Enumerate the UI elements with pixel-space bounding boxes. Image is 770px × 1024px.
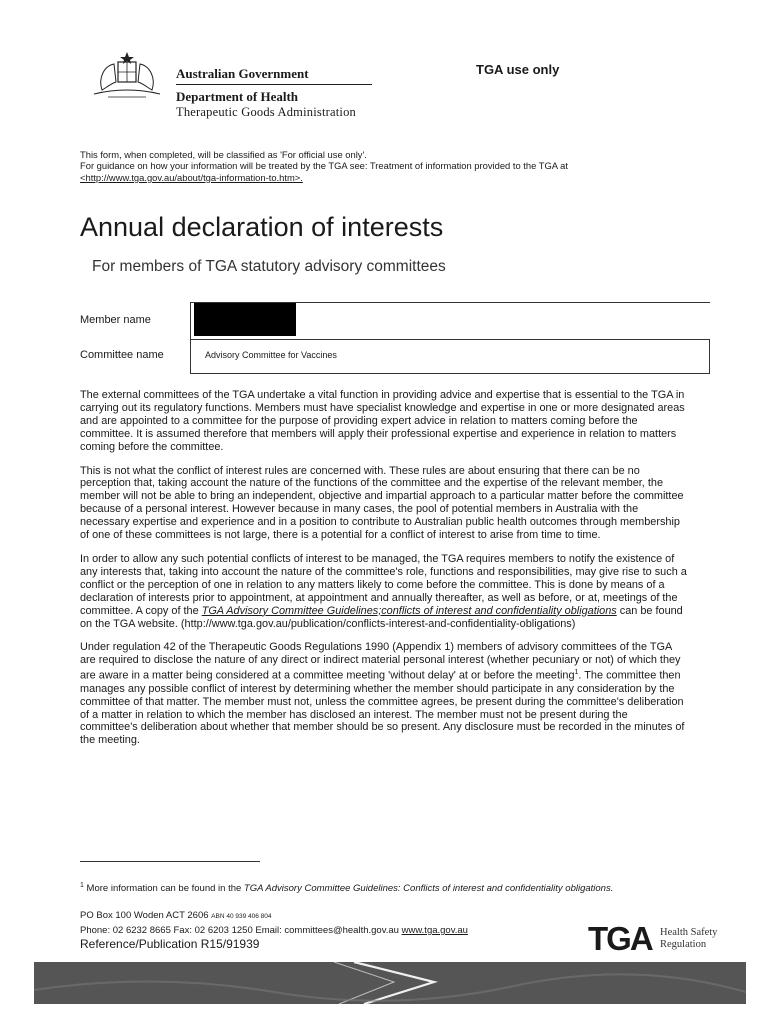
body-paragraph-2: This is not what the conflict of interest rules are concerned with. These rules are about ensuring that there can be no perception that, taking account the nature of the functions of the committee and the expertise of the relevant member, the member will not be able to bring an independent, objective and impartial approach to a particular matter before the committee because of a personal interest. However because in many cases, the pool of potential members in Australia with the necessary expertise and experience and in a position to contribute to Australian public health outcomes through membership of one of these committees is not large, there is a potential for a conflict of interest to arise from time to time. xyxy=(80,464,684,542)
classification-notice xyxy=(80,149,690,183)
notice-line-1: This form, when completed, will be classified as 'For official use only'. xyxy=(80,149,367,160)
abn-number: ABN 40 939 406 804 xyxy=(211,913,272,920)
table-border-left xyxy=(190,302,191,373)
notice-url-link[interactable]: <http://www.tga.gov.au/about/tga-information-to.htm>. xyxy=(80,171,303,183)
footnote xyxy=(80,880,680,895)
contact-details: Phone: 02 6232 8665 Fax: 02 6203 1250 Email: committees@health.gov.au xyxy=(80,925,399,936)
guidelines-link[interactable]: TGA Advisory Committee Guidelines;conflicts of interest and confidentiality obligations xyxy=(201,604,617,617)
body-paragraph-3 xyxy=(80,553,688,630)
footnote-divider xyxy=(80,861,260,862)
footer-contact xyxy=(80,925,468,936)
body-paragraph-4 xyxy=(80,641,688,747)
website-link[interactable]: www.tga.gov.au xyxy=(401,925,468,936)
classification-badge: TGA use only xyxy=(476,62,560,77)
government-name: Australian Government xyxy=(176,66,309,81)
committee-name-field: Advisory Committee for Vaccines xyxy=(205,350,337,360)
department-name: Department of Health xyxy=(176,89,299,104)
table-border-right xyxy=(709,339,710,373)
notice-line-2: For guidance on how your information will be treated by the TGA see: Treatment of information provided to the TGA at xyxy=(80,160,568,172)
body-paragraph-3-text: In order to allow any such potential conflicts of interest to be managed, the TGA requires members to notify the existence of any interests that, taking into account the nature of the committee's role, functions and responsibilities, may give rise to such a conflict or the perception of one in relation to any matters likely to come before the committee. This is done by means of a declaration of interests prior to appointment, at appointment and annually thereafter, as well as before, or at, meetings of the committee. A copy of the xyxy=(80,552,687,617)
table-border-bottom xyxy=(190,373,710,374)
body-paragraph-3-text-end: can be found on the TGA website. (http://www.tga.gov.au/publication/conflicts-interest-and-confidentiality-obligations) xyxy=(80,604,683,630)
coat-of-arms-icon xyxy=(88,50,166,100)
reference-number: Reference/Publication R15/91939 xyxy=(80,937,260,951)
body-paragraph-4-text: Under regulation 42 of the Therapeutic Goods Regulations 1990 (Appendix 1) members of advisory committees of the TGA are required to disclose the nature of any direct or indirect material personal interest (whether pecuniary or not) of which they are aware in a matter being considered at a committee meeting 'without delay' at or before the meeting xyxy=(80,641,681,682)
page-subtitle: For members of TGA statutory advisory committees xyxy=(92,258,446,275)
po-box: PO Box 100 Woden ACT 2606 xyxy=(80,910,209,921)
body-paragraph-1: The external committees of the TGA undertake a vital function in providing advice and expertise that is essential to the TGA in carrying out its regulatory functions. Members must have specialist knowledge and expertise in one or more designated areas and are appointed to a committee for the purpose of providing expert advice in relation to matters coming before the committee. It is assumed therefore that members will apply their professional expertise and experience in relation to matters coming before the committee. xyxy=(80,389,685,453)
footnote-text: More information can be found in the xyxy=(86,883,242,895)
footer-address xyxy=(80,910,272,921)
page-title: Annual declaration of interests xyxy=(80,212,444,242)
footnote-reference: 1 xyxy=(574,669,579,677)
member-name-redaction xyxy=(194,303,296,336)
body-paragraph-4-text-end: . The committee then manages any possible conflict of interest by determining whether the member should participate in any consideration by the committee of that matter. The member must not, unless the committee agrees, be present during the committee's deliberation of a matter in relation to which the member has disclosed an interest. The member must not be present during the committee's deliberation about whether that member should be so present. Any disclosure must be recorded in the minutes of the meeting. xyxy=(80,669,685,747)
footnote-reference-title: TGA Advisory Committee Guidelines: Conflicts of interest and confidentiality obligations. xyxy=(243,883,614,895)
tga-logo-icon: TGA xyxy=(588,920,652,957)
declaration-body xyxy=(80,389,688,758)
member-name-label: Member name xyxy=(80,314,151,326)
tga-logo-tagline xyxy=(660,927,717,951)
footnote-mark: 1 xyxy=(80,882,84,889)
table-border-middle xyxy=(190,339,710,340)
committee-name-label: Committee name xyxy=(80,349,164,361)
tagline-line-1: Health Safety xyxy=(660,927,718,938)
tagline-line-2: Regulation xyxy=(660,939,707,950)
header-divider xyxy=(176,84,372,85)
agency-name: Therapeutic Goods Administration xyxy=(176,105,356,119)
footer-band xyxy=(34,962,746,1004)
